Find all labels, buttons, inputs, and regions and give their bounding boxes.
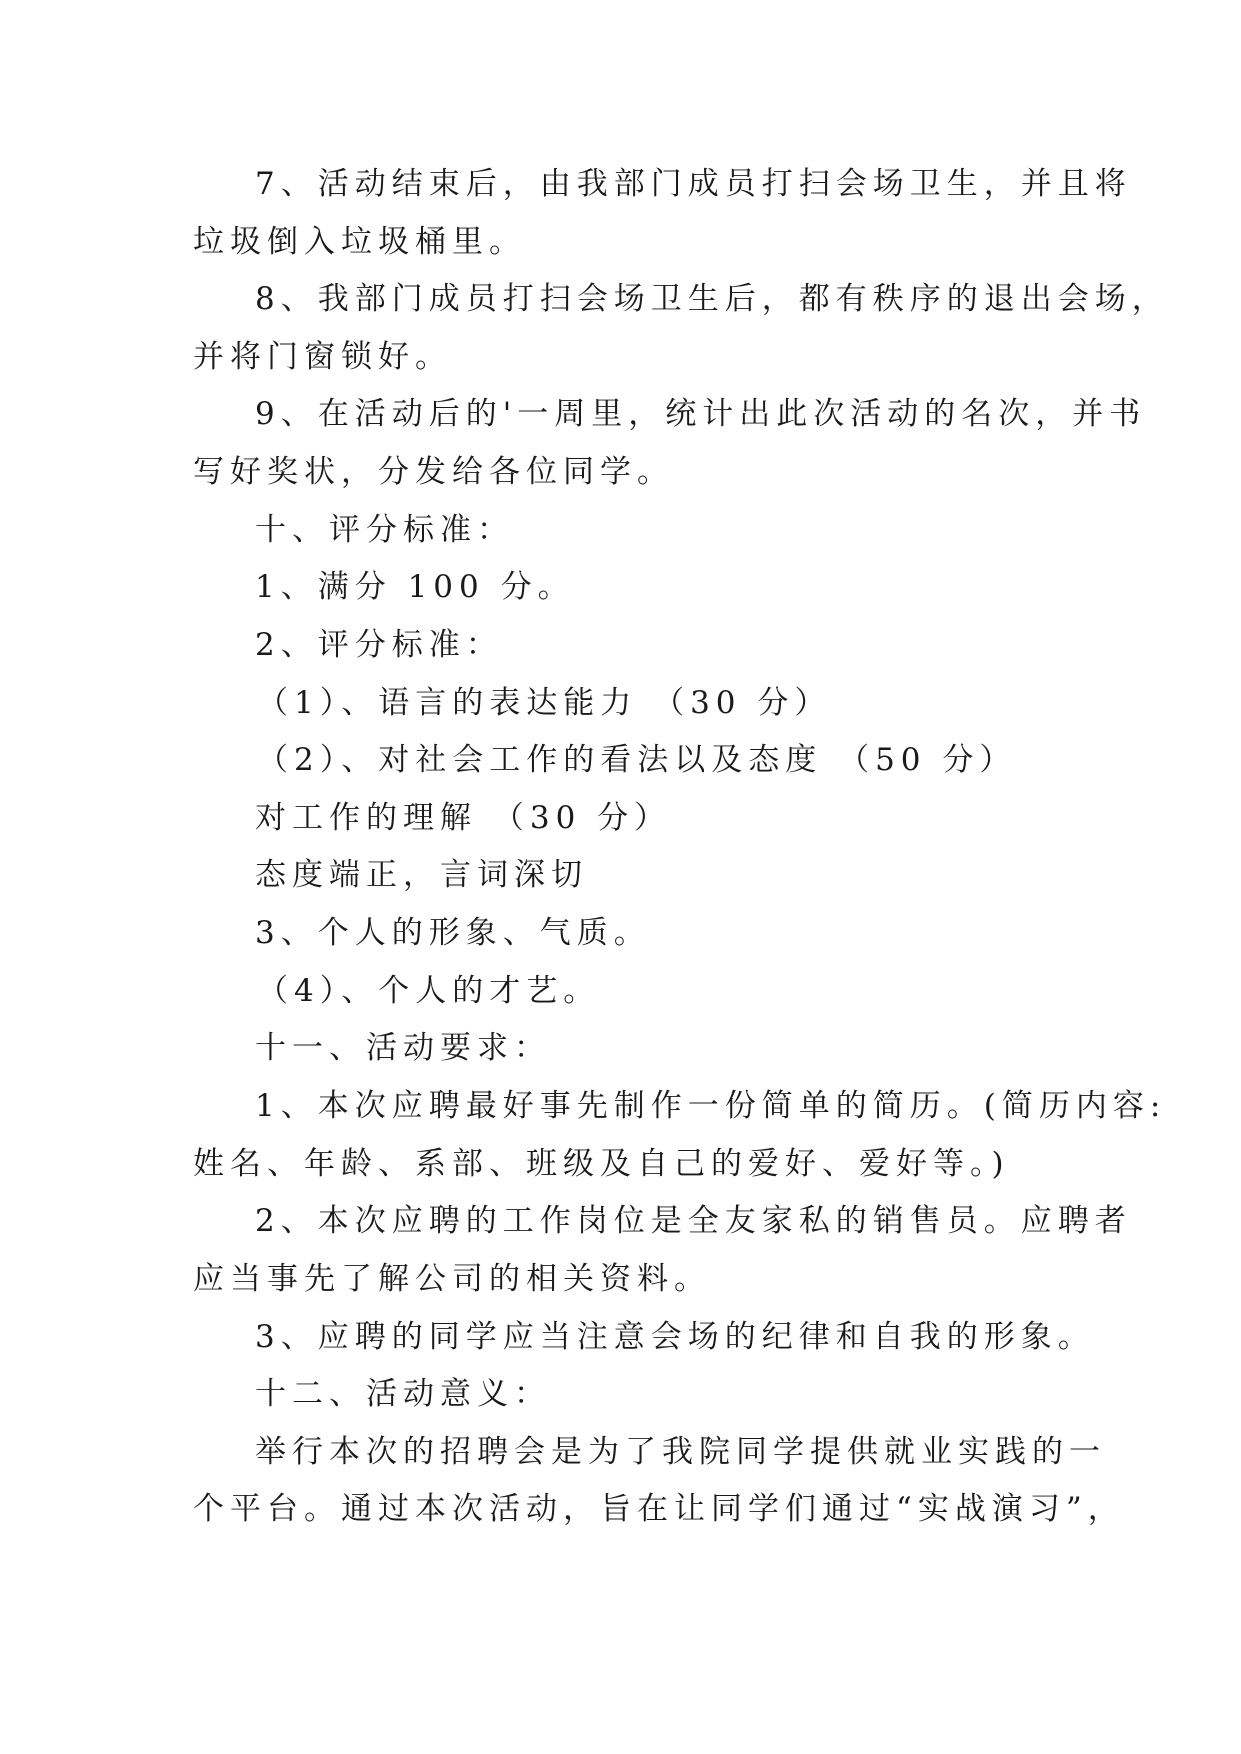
- list-item-line: 态度端正，言词深切: [255, 857, 588, 893]
- paragraph-line: 1、本次应聘最好事先制作一份简单的简历。(简历内容:: [255, 1088, 1167, 1124]
- list-item-line: （2）、对社会工作的看法以及态度 （50 分）: [257, 742, 1017, 778]
- paragraph-line-2: 垃圾倒入垃圾桶里。: [193, 224, 526, 260]
- list-item-line: 3、个人的形象、气质。: [255, 915, 651, 951]
- list-item-line: 对工作的理解 （30 分）: [255, 800, 672, 836]
- section-heading-requirements: 十一、活动要求：: [255, 1030, 551, 1066]
- paragraph-line: 个平台。通过本次活动，旨在让同学们通过“实战演习”，: [193, 1491, 1125, 1527]
- paragraph-line: 2、本次应聘的工作岗位是全友家私的销售员。应聘者: [255, 1203, 1132, 1239]
- paragraph-line: 举行本次的招聘会是为了我院同学提供就业实践的一: [255, 1434, 1106, 1470]
- section-heading-significance: 十二、活动意义：: [255, 1376, 551, 1412]
- paragraph-line: 3、应聘的同学应当注意会场的纪律和自我的形象。: [255, 1319, 1095, 1355]
- paragraph-line-6: 写好奖状，分发给各位同学。: [193, 454, 674, 490]
- list-item-line: （1）、语言的表达能力 （30 分）: [257, 685, 832, 721]
- paragraph-line-5: 9、在活动后的'一周里，统计出此次活动的名次，并书: [255, 396, 1147, 432]
- paragraph-line-4: 并将门窗锁好。: [193, 339, 452, 375]
- paragraph-line-3: 8、我部门成员打扫会场卫生后，都有秩序的退出会场，: [255, 281, 1169, 317]
- list-item-line: （4）、个人的才艺。: [257, 973, 601, 1009]
- list-item-line: 1、满分 100 分。: [255, 569, 575, 605]
- section-heading-scoring: 十、评分标准：: [255, 512, 514, 548]
- paragraph-line: 姓名、年龄、系部、班级及自己的爱好、爱好等。): [193, 1146, 1010, 1182]
- list-item-line: 2、评分标准：: [255, 627, 503, 663]
- paragraph-line: 应当事先了解公司的相关资料。: [193, 1261, 711, 1297]
- paragraph-line-1: 7、活动结束后，由我部门成员打扫会场卫生，并且将: [255, 166, 1132, 202]
